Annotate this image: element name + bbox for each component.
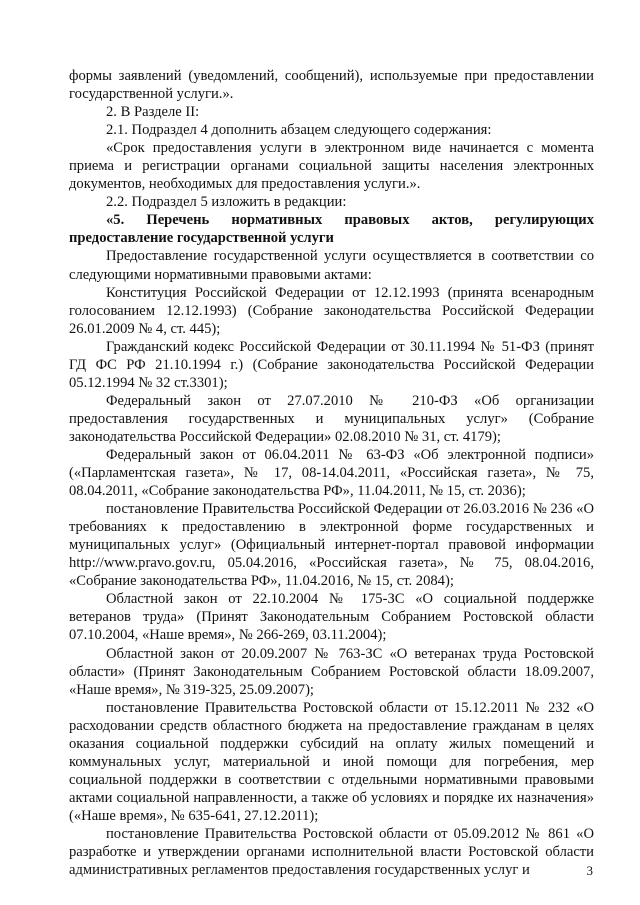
paragraph-law-63: Федеральный закон от 06.04.2011 № 63-ФЗ «Об электронной подписи» («Парламентская газета», № 17, 08-14.04.2011, «Российская газета», № 75, 08.04.2011, «Собрание законодательства РФ», 11.04.2011, № 15, ст. 2036); (69, 446, 594, 500)
paragraph-forms-continuation: формы заявлений (уведомлений, сообщений), используемые при предоставлении государственной услуги.». (69, 68, 594, 103)
paragraph-regional-law-175: Областной закон от 22.10.2004 № 175-ЗС «О социальной поддержке ветеранов труда» (Принят Законодательным Собранием Ростовской области 07.10.2004, «Наше время», № 266-269, 03.11.2004); (69, 591, 594, 644)
subsection-5-heading: «5. Перечень нормативных правовых актов, регулирующих предоставление государственной услуги (69, 212, 594, 247)
paragraph-acts-intro: Предоставление государственной услуги осуществляется в соответствии со следующими нормативными правовыми актами: (69, 248, 594, 283)
paragraph-2-2: 2.2. Подраздел 5 изложить в редакции: (106, 194, 347, 211)
document-body (69, 67, 594, 879)
paragraph-2-1: 2.1. Подраздел 4 дополнить абзацем следующего содержания: (106, 122, 492, 139)
page-number: 3 (586, 863, 593, 878)
paragraph-2-1-quote: «Срок предоставления услуги в электронном виде начинается с момента приема и регистрации органами социальной защиты населения электронных документов, необходимых для предоставления услуги.». (69, 140, 594, 193)
paragraph-regional-law-763: Областной закон от 20.09.2007 № 763-ЗС «О ветеранах труда Ростовской области» (Принят Законодательным Собранием Ростовской области 18.09.2007, «Наше время», № 319-325, 25.09.2007); (69, 645, 594, 698)
paragraph-resolution-236: постановление Правительства Российской Федерации от 26.03.2016 № 236 «О требованиях к предоставлению в электронной форме государственных и муниципальных услуг» (Официальный интернет-портал правовой информации http://www.pravo.gov.ru, 05.04.2016, «Российская газета», № 75, 08.04.2016, «Собрание законодательства РФ», 11.04.2016, № 15, ст. 2084); (69, 501, 594, 590)
paragraph-law-210: Федеральный закон от 27.07.2010 № 210-ФЗ «Об организации предоставления государственных и муниципальных услуг» (Собрание законодательства Российской Федерации» 02.08.2010 № 31, ст. 4179); (69, 392, 594, 445)
paragraph-resolution-232: постановление Правительства Ростовской области от 15.12.2011 № 232 «О расходовании средств областного бюджета на предоставление гражданам в целях оказания социальной поддержки субсидий на оплату жилых помещений и коммунальных услуг, материальной и иной помощи для погребения, мер социальной поддержки в соответствии с отдельными нормативными правовыми актами социальной направленности, а также об условиях и порядке их назначения» («Наше время», № 635-641, 27.12.2011); (69, 699, 594, 824)
paragraph-constitution: Конституция Российской Федерации от 12.12.1993 (принята всенародным голосованием 12.12.1993) (Собрание законодательства Российской Федерации 26.01.2009 № 4, ст. 445); (69, 284, 594, 337)
paragraph-resolution-861: постановление Правительства Ростовской области от 05.09.2012 № 861 «О разработке и утверждении органами исполнительной власти Ростовской области административных регламентов предоставления государственных услуг и (69, 825, 594, 879)
paragraph-section-2-heading: 2. В Разделе II: (106, 104, 200, 121)
paragraph-civil-code: Гражданский кодекс Российской Федерации от 30.11.1994 № 51-ФЗ (принят ГД ФС РФ 21.10.1994 г.) (Собрание законодательства Российской Федерации 05.12.1994 № 32 ст.3301); (69, 338, 594, 391)
